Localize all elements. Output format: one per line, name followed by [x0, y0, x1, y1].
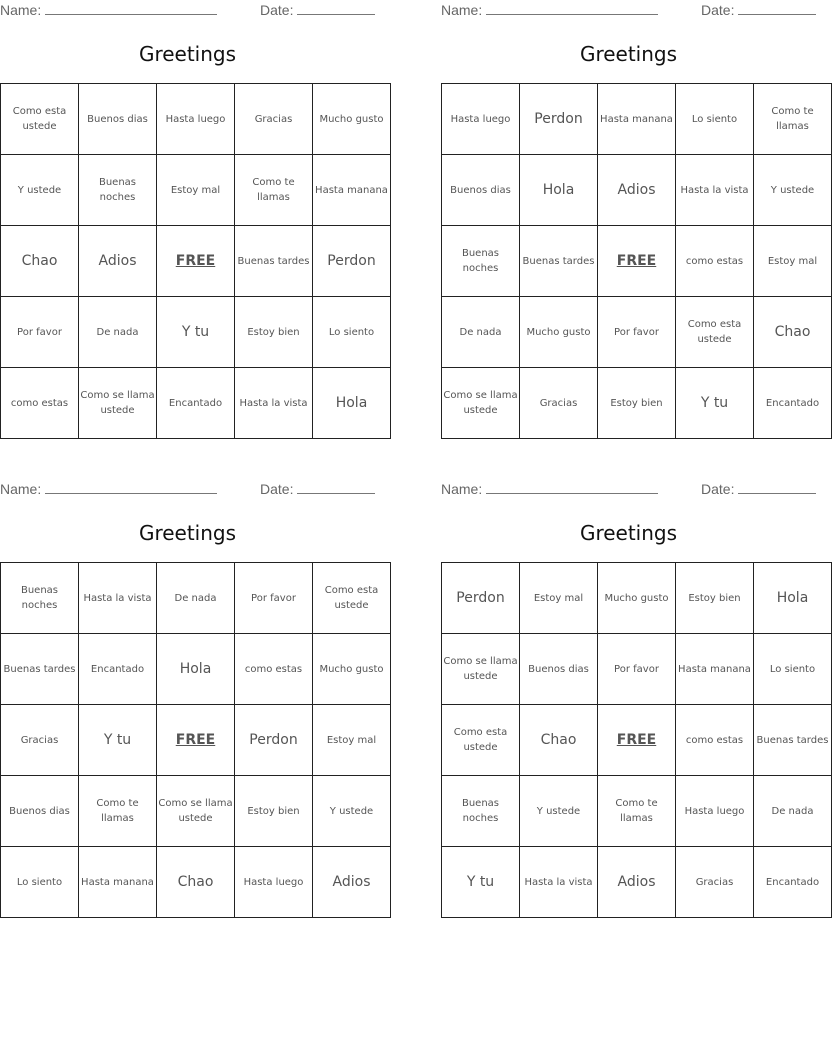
bingo-cell: Mucho gusto [313, 84, 391, 155]
card-header [0, 2, 375, 20]
bingo-cell: Y tu [157, 297, 235, 368]
name-field [0, 481, 217, 497]
date-field [260, 2, 375, 18]
bingo-grid [0, 562, 391, 918]
date-field [701, 481, 816, 497]
bingo-cell: Perdon [520, 84, 598, 155]
bingo-cell: Hola [157, 634, 235, 705]
bingo-cell: Encantado [79, 634, 157, 705]
bingo-cell: Estoy bien [235, 776, 313, 847]
bingo-cell: Hasta manana [676, 634, 754, 705]
bingo-cell: Y tu [79, 705, 157, 776]
bingo-row [1, 368, 391, 439]
name-blank-line [486, 481, 658, 494]
bingo-cell: Chao [520, 705, 598, 776]
bingo-cell: Gracias [676, 847, 754, 918]
bingo-cell: como estas [676, 226, 754, 297]
bingo-cell: Y ustede [1, 155, 79, 226]
bingo-cell: Perdon [442, 563, 520, 634]
bingo-row [442, 776, 832, 847]
free-space-cell: FREE [157, 705, 235, 776]
free-space-cell: FREE [598, 705, 676, 776]
bingo-cell: Mucho gusto [520, 297, 598, 368]
bingo-cell: Como se llama ustede [79, 368, 157, 439]
bingo-cell: Como se llama ustede [442, 368, 520, 439]
bingo-grid [0, 83, 391, 439]
bingo-cell: Como esta ustede [1, 84, 79, 155]
name-field [441, 2, 658, 18]
bingo-cell: Hasta manana [598, 84, 676, 155]
bingo-cell: Y ustede [754, 155, 832, 226]
name-label: Name: [441, 481, 483, 497]
bingo-cell: Como te llamas [235, 155, 313, 226]
date-blank-line [297, 481, 375, 494]
bingo-cell: Como esta ustede [442, 705, 520, 776]
bingo-cell: Por favor [598, 634, 676, 705]
bingo-row [442, 297, 832, 368]
bingo-row [1, 155, 391, 226]
bingo-cell: Buenos dias [520, 634, 598, 705]
bingo-cell: Adios [313, 847, 391, 918]
bingo-row [442, 84, 832, 155]
bingo-row [442, 705, 832, 776]
bingo-card [0, 0, 388, 434]
bingo-row [442, 368, 832, 439]
bingo-cell: Buenas tardes [235, 226, 313, 297]
bingo-cell: Adios [598, 847, 676, 918]
bingo-cell: Por favor [1, 297, 79, 368]
bingo-cell: Y ustede [520, 776, 598, 847]
bingo-cell: Buenas noches [1, 563, 79, 634]
bingo-cell: Como esta ustede [676, 297, 754, 368]
date-blank-line [738, 481, 816, 494]
bingo-cell: Hasta manana [79, 847, 157, 918]
bingo-cell: Adios [79, 226, 157, 297]
bingo-row [1, 84, 391, 155]
bingo-row [442, 155, 832, 226]
name-field [0, 2, 217, 18]
bingo-grid [441, 562, 832, 918]
bingo-cell: Encantado [754, 847, 832, 918]
bingo-cell: Hola [754, 563, 832, 634]
bingo-cell: Hasta la vista [520, 847, 598, 918]
bingo-cell: De nada [79, 297, 157, 368]
bingo-cell: Mucho gusto [313, 634, 391, 705]
name-blank-line [486, 2, 658, 15]
name-blank-line [45, 2, 217, 15]
bingo-card [441, 0, 820, 434]
bingo-cell: Chao [754, 297, 832, 368]
bingo-cell: Estoy bien [598, 368, 676, 439]
card-title: Greetings [579, 521, 678, 545]
bingo-cell: Hasta luego [676, 776, 754, 847]
bingo-cell: Lo siento [676, 84, 754, 155]
card-title: Greetings [138, 521, 237, 545]
bingo-cell: Buenos dias [79, 84, 157, 155]
bingo-cell: Como te llamas [79, 776, 157, 847]
bingo-cell: Como te llamas [598, 776, 676, 847]
bingo-row [1, 634, 391, 705]
bingo-cell: Estoy bien [676, 563, 754, 634]
bingo-cell: Estoy mal [313, 705, 391, 776]
bingo-row [1, 226, 391, 297]
bingo-cell: Perdon [313, 226, 391, 297]
bingo-cell: Encantado [157, 368, 235, 439]
bingo-cell: Estoy bien [235, 297, 313, 368]
bingo-cell: Estoy mal [157, 155, 235, 226]
bingo-cell: Buenas noches [442, 226, 520, 297]
name-label: Name: [0, 2, 42, 18]
card-header [0, 481, 375, 499]
bingo-cell: Lo siento [1, 847, 79, 918]
date-blank-line [297, 2, 375, 15]
bingo-cell: como estas [676, 705, 754, 776]
date-label: Date: [260, 2, 294, 18]
bingo-cell: Hasta manana [313, 155, 391, 226]
free-space-cell: FREE [157, 226, 235, 297]
bingo-cell: Buenas tardes [754, 705, 832, 776]
bingo-cell: Como se llama ustede [157, 776, 235, 847]
bingo-row [442, 634, 832, 705]
bingo-card [0, 479, 384, 913]
bingo-row [442, 563, 832, 634]
bingo-card [441, 479, 829, 913]
bingo-cell: Hola [313, 368, 391, 439]
bingo-row [442, 847, 832, 918]
bingo-cell: Y tu [676, 368, 754, 439]
card-title: Greetings [579, 42, 678, 66]
bingo-row [1, 847, 391, 918]
bingo-cell: como estas [235, 634, 313, 705]
name-label: Name: [0, 481, 42, 497]
bingo-cell: Como esta ustede [313, 563, 391, 634]
bingo-grid [441, 83, 832, 439]
card-title: Greetings [138, 42, 237, 66]
bingo-cell: Hasta luego [442, 84, 520, 155]
date-label: Date: [701, 2, 735, 18]
bingo-cell: Chao [157, 847, 235, 918]
name-field [441, 481, 658, 497]
bingo-cell: como estas [1, 368, 79, 439]
bingo-cell: Hasta la vista [235, 368, 313, 439]
bingo-cell: De nada [754, 776, 832, 847]
bingo-cell: Perdon [235, 705, 313, 776]
bingo-cell: Hasta la vista [79, 563, 157, 634]
bingo-cell: Lo siento [313, 297, 391, 368]
bingo-cell: Hasta la vista [676, 155, 754, 226]
bingo-cell: Gracias [520, 368, 598, 439]
bingo-row [1, 563, 391, 634]
date-field [701, 2, 816, 18]
date-field [260, 481, 375, 497]
bingo-cell: Mucho gusto [598, 563, 676, 634]
bingo-cell: Buenas noches [442, 776, 520, 847]
bingo-cell: Buenos dias [442, 155, 520, 226]
bingo-cell: De nada [442, 297, 520, 368]
bingo-cell: Hola [520, 155, 598, 226]
bingo-cell: Encantado [754, 368, 832, 439]
bingo-cell: Hasta luego [235, 847, 313, 918]
bingo-cell: Gracias [1, 705, 79, 776]
bingo-cell: Por favor [598, 297, 676, 368]
bingo-cell: Gracias [235, 84, 313, 155]
bingo-cell: Como te llamas [754, 84, 832, 155]
bingo-cell: Buenas tardes [520, 226, 598, 297]
name-label: Name: [441, 2, 483, 18]
card-header [441, 2, 816, 20]
bingo-cell: Buenas tardes [1, 634, 79, 705]
bingo-cell: Buenos dias [1, 776, 79, 847]
date-blank-line [738, 2, 816, 15]
bingo-cell: Por favor [235, 563, 313, 634]
bingo-row [1, 705, 391, 776]
free-space-cell: FREE [598, 226, 676, 297]
bingo-row [1, 297, 391, 368]
name-blank-line [45, 481, 217, 494]
bingo-cell: Adios [598, 155, 676, 226]
bingo-cell: Hasta luego [157, 84, 235, 155]
bingo-cell: Estoy mal [520, 563, 598, 634]
date-label: Date: [260, 481, 294, 497]
card-header [441, 481, 816, 499]
date-label: Date: [701, 481, 735, 497]
bingo-cell: Lo siento [754, 634, 832, 705]
bingo-row [1, 776, 391, 847]
bingo-cell: De nada [157, 563, 235, 634]
bingo-cell: Chao [1, 226, 79, 297]
bingo-cell: Y tu [442, 847, 520, 918]
bingo-row [442, 226, 832, 297]
bingo-cell: Estoy mal [754, 226, 832, 297]
bingo-cell: Como se llama ustede [442, 634, 520, 705]
bingo-cell: Y ustede [313, 776, 391, 847]
bingo-cell: Buenas noches [79, 155, 157, 226]
